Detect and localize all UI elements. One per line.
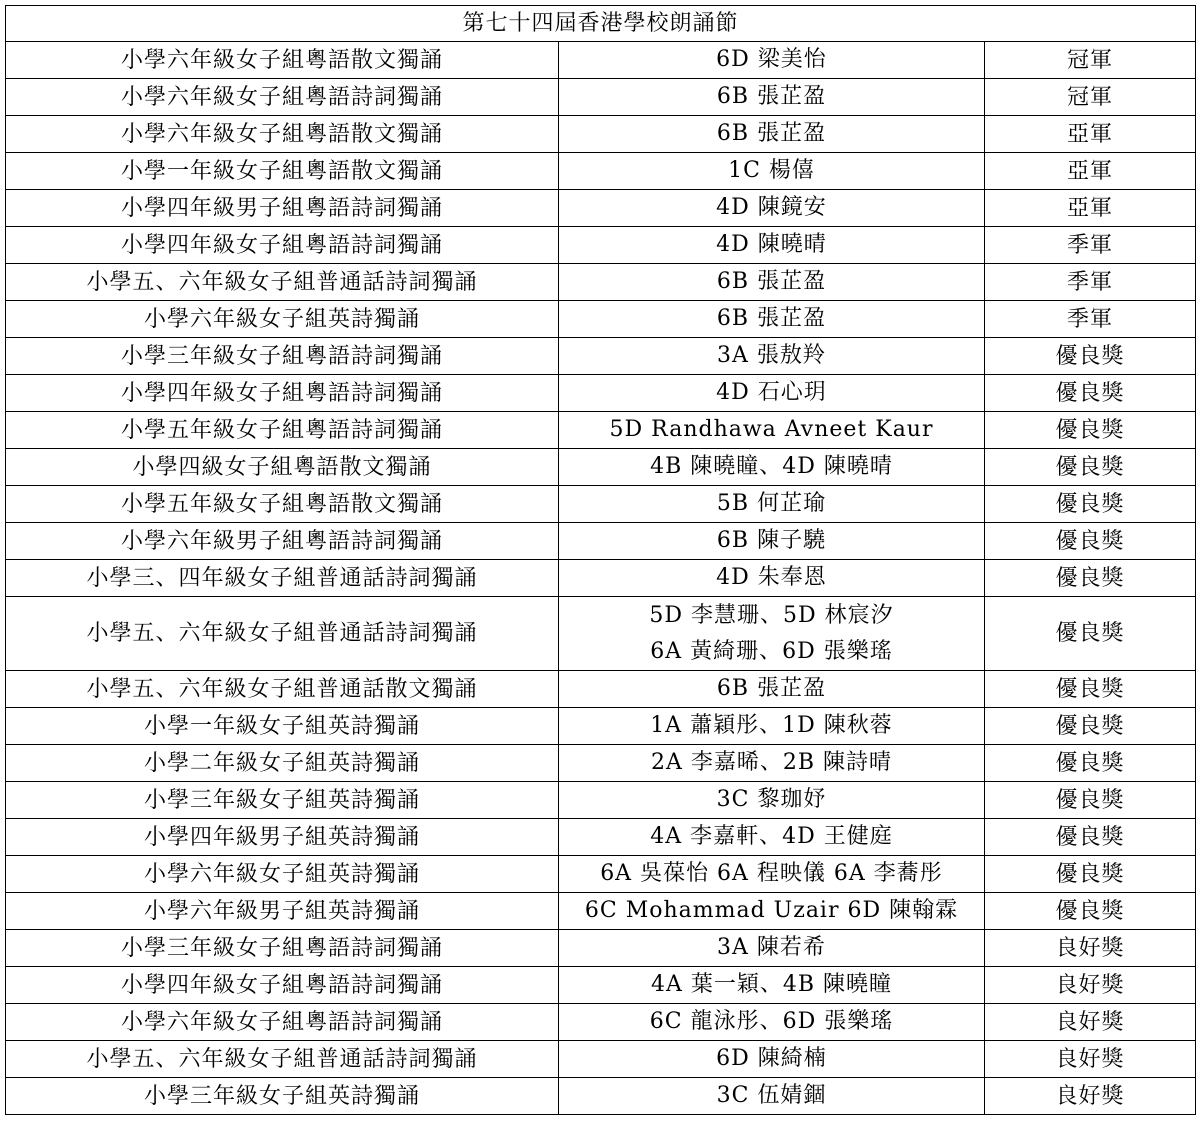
table-row	[6, 264, 1196, 301]
participant-cell	[559, 1078, 985, 1115]
table-row	[6, 819, 1196, 856]
participant-name: 1A 蕭穎彤、1D 陳秋蓉	[650, 713, 893, 738]
award-cell: 季軍	[985, 301, 1196, 338]
participant-cell	[559, 893, 985, 930]
participant-name: 6C Mohammad Uzair 6D 陳翰霖	[584, 898, 959, 923]
awards-sheet	[5, 5, 1195, 1115]
category-cell: 小學五年級女子組粵語詩詞獨誦	[6, 412, 559, 449]
category-cell: 小學六年級女子組英詩獨誦	[6, 856, 559, 893]
participant-cell	[559, 227, 985, 264]
participant-cell	[559, 116, 985, 153]
category-cell: 小學三年級女子組粵語詩詞獨誦	[6, 338, 559, 375]
category-cell: 小學四年級男子組英詩獨誦	[6, 819, 559, 856]
participant-name: 5D Randhawa Avneet Kaur	[609, 417, 934, 442]
table-row	[6, 523, 1196, 560]
participant-cell	[559, 782, 985, 819]
award-cell: 良好獎	[985, 1004, 1196, 1041]
title-row	[6, 6, 1196, 42]
table-row	[6, 745, 1196, 782]
table-row	[6, 856, 1196, 893]
award-cell: 優良獎	[985, 338, 1196, 375]
awards-table	[5, 5, 1196, 1115]
award-cell: 優良獎	[985, 893, 1196, 930]
participant-cell	[559, 79, 985, 116]
participant-cell	[559, 1041, 985, 1078]
award-cell: 亞軍	[985, 153, 1196, 190]
table-row	[6, 116, 1196, 153]
award-cell: 季軍	[985, 264, 1196, 301]
participant-name: 6B 張芷盈	[716, 121, 827, 146]
participant-cell	[559, 856, 985, 893]
category-cell: 小學四年級女子組粵語詩詞獨誦	[6, 967, 559, 1004]
participant-name: 6B 張芷盈	[716, 676, 827, 701]
category-cell: 小學六年級男子組英詩獨誦	[6, 893, 559, 930]
table-row	[6, 79, 1196, 116]
table-row	[6, 967, 1196, 1004]
table-row	[6, 930, 1196, 967]
participant-name: 6B 陳子驍	[716, 528, 827, 553]
category-cell: 小學三、四年級女子組普通話詩詞獨誦	[6, 560, 559, 597]
category-cell: 小學三年級女子組英詩獨誦	[6, 1078, 559, 1115]
table-row	[6, 560, 1196, 597]
award-cell: 冠軍	[985, 42, 1196, 79]
award-cell: 優良獎	[985, 745, 1196, 782]
table-row	[6, 42, 1196, 79]
award-cell: 優良獎	[985, 449, 1196, 486]
table-row	[6, 412, 1196, 449]
category-cell: 小學四年級女子組粵語詩詞獨誦	[6, 375, 559, 412]
category-cell: 小學三年級女子組粵語詩詞獨誦	[6, 930, 559, 967]
table-title: 第七十四屆香港學校朗誦節	[6, 6, 1196, 42]
table-row	[6, 671, 1196, 708]
participant-cell	[559, 449, 985, 486]
participant-cell	[559, 967, 985, 1004]
award-cell: 優良獎	[985, 671, 1196, 708]
participant-name: 4B 陳曉瞳、4D 陳曉晴	[650, 454, 893, 479]
participant-cell	[559, 338, 985, 375]
table-row	[6, 708, 1196, 745]
table-row	[6, 190, 1196, 227]
award-cell: 優良獎	[985, 597, 1196, 671]
table-row	[6, 1041, 1196, 1078]
participant-name: 6B 張芷盈	[716, 269, 827, 294]
table-row	[6, 227, 1196, 264]
category-cell: 小學五、六年級女子組普通話詩詞獨誦	[6, 264, 559, 301]
participant-cell	[559, 930, 985, 967]
participant-cell	[559, 301, 985, 338]
participant-name: 1C 楊僖	[728, 158, 815, 183]
participant-name: 3A 陳若希	[717, 935, 826, 960]
table-row	[6, 449, 1196, 486]
table-row	[6, 597, 1196, 671]
participant-name: 4D 陳曉晴	[716, 232, 827, 257]
category-cell: 小學五年級女子組粵語散文獨誦	[6, 486, 559, 523]
award-cell: 優良獎	[985, 412, 1196, 449]
category-cell: 小學五、六年級女子組普通話詩詞獨誦	[6, 1041, 559, 1078]
participant-name: 3C 黎珈妤	[716, 787, 827, 812]
participant-name: 6D 陳綺楠	[716, 1046, 827, 1071]
participant-name: 6D 梁美怡	[716, 47, 827, 72]
participant-cell	[559, 190, 985, 227]
category-cell: 小學五、六年級女子組普通話散文獨誦	[6, 671, 559, 708]
participant-cell	[559, 412, 985, 449]
table-row	[6, 375, 1196, 412]
table-row	[6, 301, 1196, 338]
participant-name: 3A 張敖羚	[717, 343, 826, 368]
table-row	[6, 153, 1196, 190]
participant-cell	[559, 671, 985, 708]
participant-cell	[559, 375, 985, 412]
award-cell: 優良獎	[985, 523, 1196, 560]
award-cell: 季軍	[985, 227, 1196, 264]
participant-cell	[559, 264, 985, 301]
award-cell: 冠軍	[985, 79, 1196, 116]
category-cell: 小學六年級女子組粵語散文獨誦	[6, 42, 559, 79]
participant-name: 6A 吳葆怡 6A 程映儀 6A 李蕎彤	[600, 861, 943, 886]
award-cell: 良好獎	[985, 1041, 1196, 1078]
award-cell: 優良獎	[985, 486, 1196, 523]
award-cell: 良好獎	[985, 967, 1196, 1004]
table-row	[6, 782, 1196, 819]
participant-name: 4D 朱奉恩	[716, 565, 827, 590]
participant-name: 4D 石心玥	[716, 380, 827, 405]
table-row	[6, 486, 1196, 523]
category-cell: 小學六年級女子組粵語詩詞獨誦	[6, 1004, 559, 1041]
category-cell: 小學四年級男子組粵語詩詞獨誦	[6, 190, 559, 227]
participant-name: 5B 何芷瑜	[716, 491, 827, 516]
award-cell: 優良獎	[985, 560, 1196, 597]
participant-name: 4A 葉一穎、4B 陳曉瞳	[650, 972, 893, 997]
table-row	[6, 893, 1196, 930]
participant-name: 6B 張芷盈	[716, 306, 827, 331]
participant-name: 3C 伍婧錮	[716, 1083, 827, 1108]
category-cell: 小學一年級女子組粵語散文獨誦	[6, 153, 559, 190]
participant-cell	[559, 819, 985, 856]
category-cell: 小學四年級女子組粵語詩詞獨誦	[6, 227, 559, 264]
category-cell: 小學五、六年級女子組普通話詩詞獨誦	[6, 597, 559, 671]
participant-cell	[559, 523, 985, 560]
award-cell: 優良獎	[985, 375, 1196, 412]
award-cell: 良好獎	[985, 1078, 1196, 1115]
category-cell: 小學四級女子組粵語散文獨誦	[6, 449, 559, 486]
participant-cell	[559, 745, 985, 782]
award-cell: 亞軍	[985, 116, 1196, 153]
participant-cell	[559, 560, 985, 597]
participant-cell	[559, 597, 985, 671]
award-cell: 良好獎	[985, 930, 1196, 967]
table-row	[6, 1078, 1196, 1115]
participant-cell	[559, 153, 985, 190]
participant-name: 5D 李慧珊、5D 林宸汐	[649, 602, 894, 628]
table-row	[6, 1004, 1196, 1041]
category-cell: 小學六年級女子組粵語散文獨誦	[6, 116, 559, 153]
participant-name: 2A 李嘉晞、2B 陳詩晴	[650, 750, 893, 775]
table-row	[6, 338, 1196, 375]
category-cell: 小學一年級女子組英詩獨誦	[6, 708, 559, 745]
participant-name: 6B 張芷盈	[716, 84, 827, 109]
category-cell: 小學六年級女子組英詩獨誦	[6, 301, 559, 338]
category-cell: 小學六年級男子組粵語詩詞獨誦	[6, 523, 559, 560]
participant-cell	[559, 42, 985, 79]
category-cell: 小學三年級女子組英詩獨誦	[6, 782, 559, 819]
award-cell: 優良獎	[985, 856, 1196, 893]
participant-cell	[559, 1004, 985, 1041]
participant-name: 6C 龍泳彤、6D 張樂瑤	[649, 1009, 894, 1034]
award-cell: 優良獎	[985, 782, 1196, 819]
award-cell: 優良獎	[985, 708, 1196, 745]
participant-name: 6A 黃綺珊、6D 張樂瑤	[650, 638, 893, 664]
category-cell: 小學六年級女子組粵語詩詞獨誦	[6, 79, 559, 116]
award-cell: 優良獎	[985, 819, 1196, 856]
award-cell: 亞軍	[985, 190, 1196, 227]
participant-cell	[559, 708, 985, 745]
participant-name: 4A 李嘉軒、4D 王健庭	[650, 824, 893, 849]
participant-cell	[559, 486, 985, 523]
category-cell: 小學二年級女子組英詩獨誦	[6, 745, 559, 782]
participant-name: 4D 陳鏡安	[716, 195, 827, 220]
